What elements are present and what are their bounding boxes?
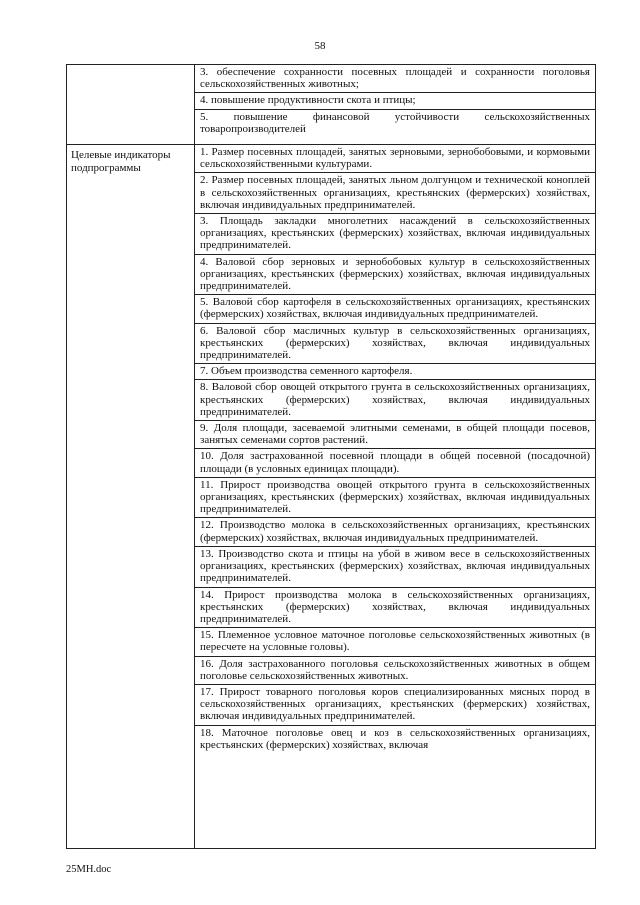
task-item: 3. обеспечение сохранности посевных площадей и сохранности поголовья сельскохозяйственных животных;	[195, 65, 595, 93]
tasks-cell	[195, 65, 595, 137]
task-item: 5. повышение финансовой устойчивости сельскохозяйственных товаропроизводителей	[200, 110, 590, 135]
label-column	[67, 65, 195, 848]
indicator-item: 16. Доля застрахованного поголовья сельскохозяйственных животных в общем поголовье сельскохозяйственных животных.	[195, 657, 595, 685]
task-item: 4. повышение продуктивности скота и птицы;	[195, 93, 595, 109]
indicator-item: 17. Прирост товарного поголовья коров специализированных мясных пород в сельскохозяйственных организациях, крестьянских (фермерских) хозяйствах, включая индивидуальных предпринимателей.	[195, 685, 595, 726]
indicator-item: 4. Валовой сбор зерновых и зернобобовых культур в сельскохозяйственных организациях, крестьянских (фермерских) хозяйствах, включая индивидуальных предпринимателей.	[195, 255, 595, 296]
content-column	[195, 65, 595, 848]
indicator-item: 18. Маточное поголовье овец и коз в сельскохозяйственных организациях, крестьянских (фермерских) хозяйствах, включая	[200, 726, 590, 751]
indicator-item: 11. Прирост производства овощей открытого грунта в сельскохозяйственных организациях, крестьянских (фермерских) хозяйствах, включая индивидуальных предпринимателей.	[195, 478, 595, 519]
indicator-item: 9. Доля площади, засеваемой элитными семенами, в общей площади посевов, занятых семенами сортов растений.	[195, 421, 595, 449]
page-number: 58	[314, 40, 326, 52]
indicator-item: 3. Площадь закладки многолетних насаждений в сельскохозяйственных организациях, крестьянских (фермерских) хозяйствах, включая индивидуальных предпринимателей.	[195, 214, 595, 255]
indicator-item: 15. Племенное условное маточное поголовье сельскохозяйственных животных (в пересчете на условные головы).	[195, 628, 595, 656]
indicator-item: 8. Валовой сбор овощей открытого грунта в сельскохозяйственных организациях, крестьянских (фермерских) хозяйствах, включая индивидуальных предпринимателей.	[195, 380, 595, 421]
indicator-item: 10. Доля застрахованной посевной площади в общей посевной (посадочной) площади (в условных единицах площади).	[195, 449, 595, 477]
indicator-item: 12. Производство молока в сельскохозяйственных организациях, крестьянских (фермерских) хозяйствах, включая индивидуальных предпринимателей.	[195, 518, 595, 546]
indicator-item: 2. Размер посевных площадей, занятых льном долгунцом и технической коноплей в сельскохозяйственных организациях, крестьянских (фермерских) хозяйствах, включая индивидуальных предпринимателей.	[195, 173, 595, 214]
target-indicators-label: Целевые индикаторы подпрограммы	[71, 149, 171, 174]
indicators-cell	[195, 145, 595, 753]
subprogram-table	[66, 64, 596, 849]
indicator-item: 5. Валовой сбор картофеля в сельскохозяйственных организациях, крестьянских (фермерских) хозяйствах, включая индивидуальных предпринимателей.	[195, 295, 595, 323]
indicator-item: 7. Объем производства семенного картофеля.	[195, 364, 595, 380]
indicator-item: 13. Производство скота и птицы на убой в живом весе в сельскохозяйственных организациях, крестьянских (фермерских) хозяйствах, включая индивидуальных предпринимателей.	[195, 547, 595, 588]
footer-filename: 25МН.doc	[66, 864, 112, 875]
indicator-item: 14. Прирост производства молока в сельскохозяйственных организациях, крестьянских (фермерских) хозяйствах, включая индивидуальных предпринимателей.	[195, 588, 595, 629]
indicator-item: 6. Валовой сбор масличных культур в сельскохозяйственных организациях, крестьянских (фермерских) хозяйствах, включая индивидуальных предпринимателей.	[195, 324, 595, 365]
indicator-item: 1. Размер посевных площадей, занятых зерновыми, зернобобовыми, и кормовыми сельскохозяйственными культурами.	[195, 145, 595, 173]
